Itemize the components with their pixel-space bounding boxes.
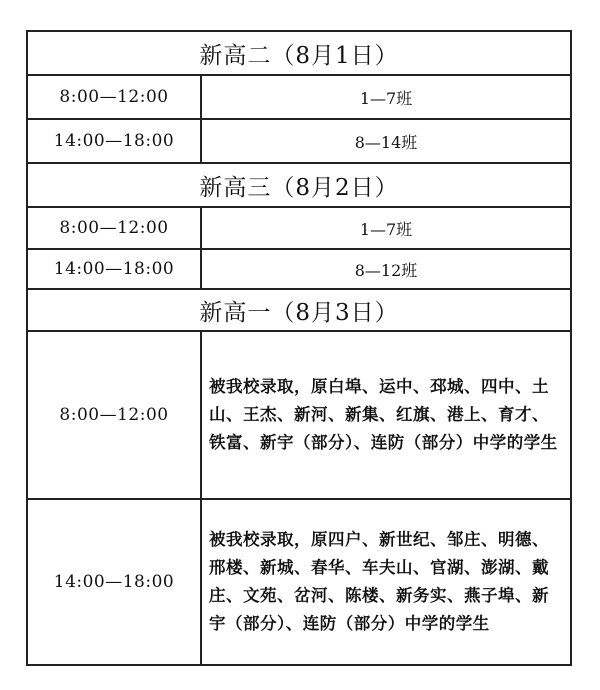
time-cell: 8:00—12:00 [28, 208, 202, 248]
section-header-grade-1: 新高一（8月3日） [28, 290, 570, 332]
classes-cell: 8—14班 [354, 132, 418, 152]
time-cell: 8:00—12:00 [28, 332, 202, 498]
schools-description-text: 被我校录取，原白埠、运中、邳城、四中、土山、王杰、新河、新集、红旗、港上、育才、铁富、新宇（部分）、连防（部分）中学的学生 [209, 377, 558, 452]
schedule-table [26, 30, 572, 666]
time-cell: 8:00—12:00 [28, 76, 202, 118]
schools-description-cell [202, 500, 570, 664]
section-header-grade-3: 新高三（8月2日） [28, 164, 570, 208]
time-cell: 14:00—18:00 [28, 250, 202, 288]
section-header-grade-2: 新高二（8月1日） [28, 32, 570, 76]
table-row [28, 332, 570, 500]
time-cell: 14:00—18:00 [28, 120, 202, 162]
classes-cell: 1—7班 [359, 219, 413, 239]
table-row [28, 250, 570, 290]
table-row [28, 208, 570, 250]
schools-description-cell [202, 332, 570, 498]
table-row [28, 120, 570, 164]
classes-cell: 8—12班 [354, 260, 418, 280]
table-row [28, 76, 570, 120]
time-cell: 14:00—18:00 [28, 500, 202, 664]
table-row [28, 500, 570, 664]
classes-cell: 1—7班 [359, 88, 413, 108]
schools-description-text: 被我校录取，原四户、新世纪、邹庄、明德、邢楼、新城、春华、车夫山、官湖、澎湖、戴庄、文苑、岔河、陈楼、新务实、燕子埠、新宇（部分）、连防（部分）中学的学生 [209, 530, 549, 633]
